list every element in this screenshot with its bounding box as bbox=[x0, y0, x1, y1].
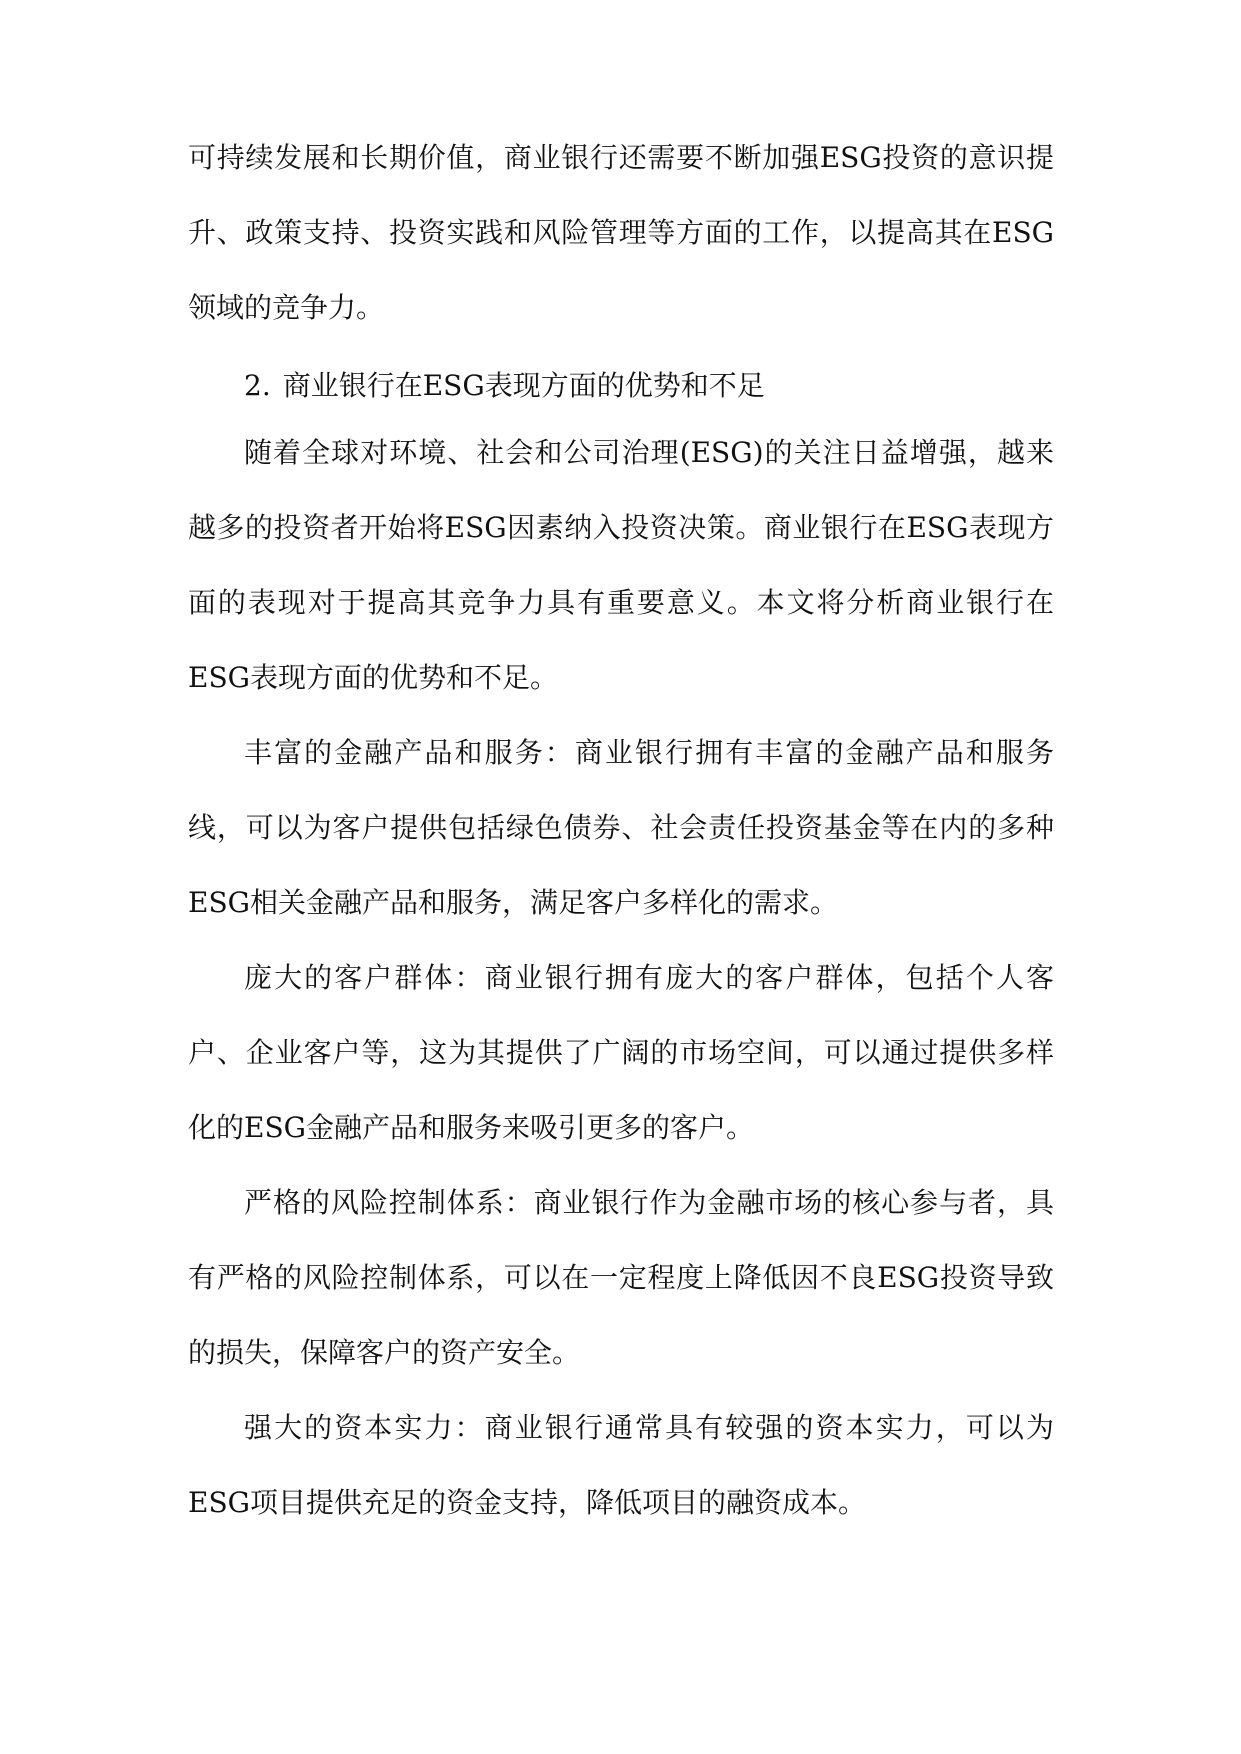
paragraph-capital: 强大的资本实力：商业银行通常具有较强的资本实力，可以为ESG项目提供充足的资金支持，降低项目的融资成本。 bbox=[188, 1411, 1054, 1519]
section-number: 2. bbox=[244, 369, 271, 402]
section-heading bbox=[244, 348, 1054, 423]
paragraph-customers: 庞大的客户群体：商业银行拥有庞大的客户群体，包括个人客户、企业客户等，这为其提供了广阔的市场空间，可以通过提供多样化的ESG金融产品和服务来吸引更多的客户。 bbox=[188, 961, 1054, 1144]
section-title: 商业银行在ESG表现方面的优势和不足 bbox=[282, 369, 765, 402]
paragraph-risk-control: 严格的风险控制体系：商业银行作为金融市场的核心参与者，具有严格的风险控制体系，可以在一定程度上降低因不良ESG投资导致的损失，保障客户的资产安全。 bbox=[188, 1186, 1054, 1369]
paragraph-intro: 随着全球对环境、社会和公司治理(ESG)的关注日益增强，越来越多的投资者开始将ESG因素纳入投资决策。商业银行在ESG表现方面的表现对于提高其竞争力具有重要意义。本文将分析商业银行在ESG表现方面的优势和不足。 bbox=[188, 436, 1054, 694]
paragraph-continued: 可持续发展和长期价值，商业银行还需要不断加强ESG投资的意识提升、政策支持、投资实践和风险管理等方面的工作，以提高其在ESG领域的竞争力。 bbox=[188, 141, 1054, 324]
paragraph-products: 丰富的金融产品和服务：商业银行拥有丰富的金融产品和服务线，可以为客户提供包括绿色债券、社会责任投资基金等在内的多种ESG相关金融产品和服务，满足客户多样化的需求。 bbox=[188, 736, 1054, 919]
